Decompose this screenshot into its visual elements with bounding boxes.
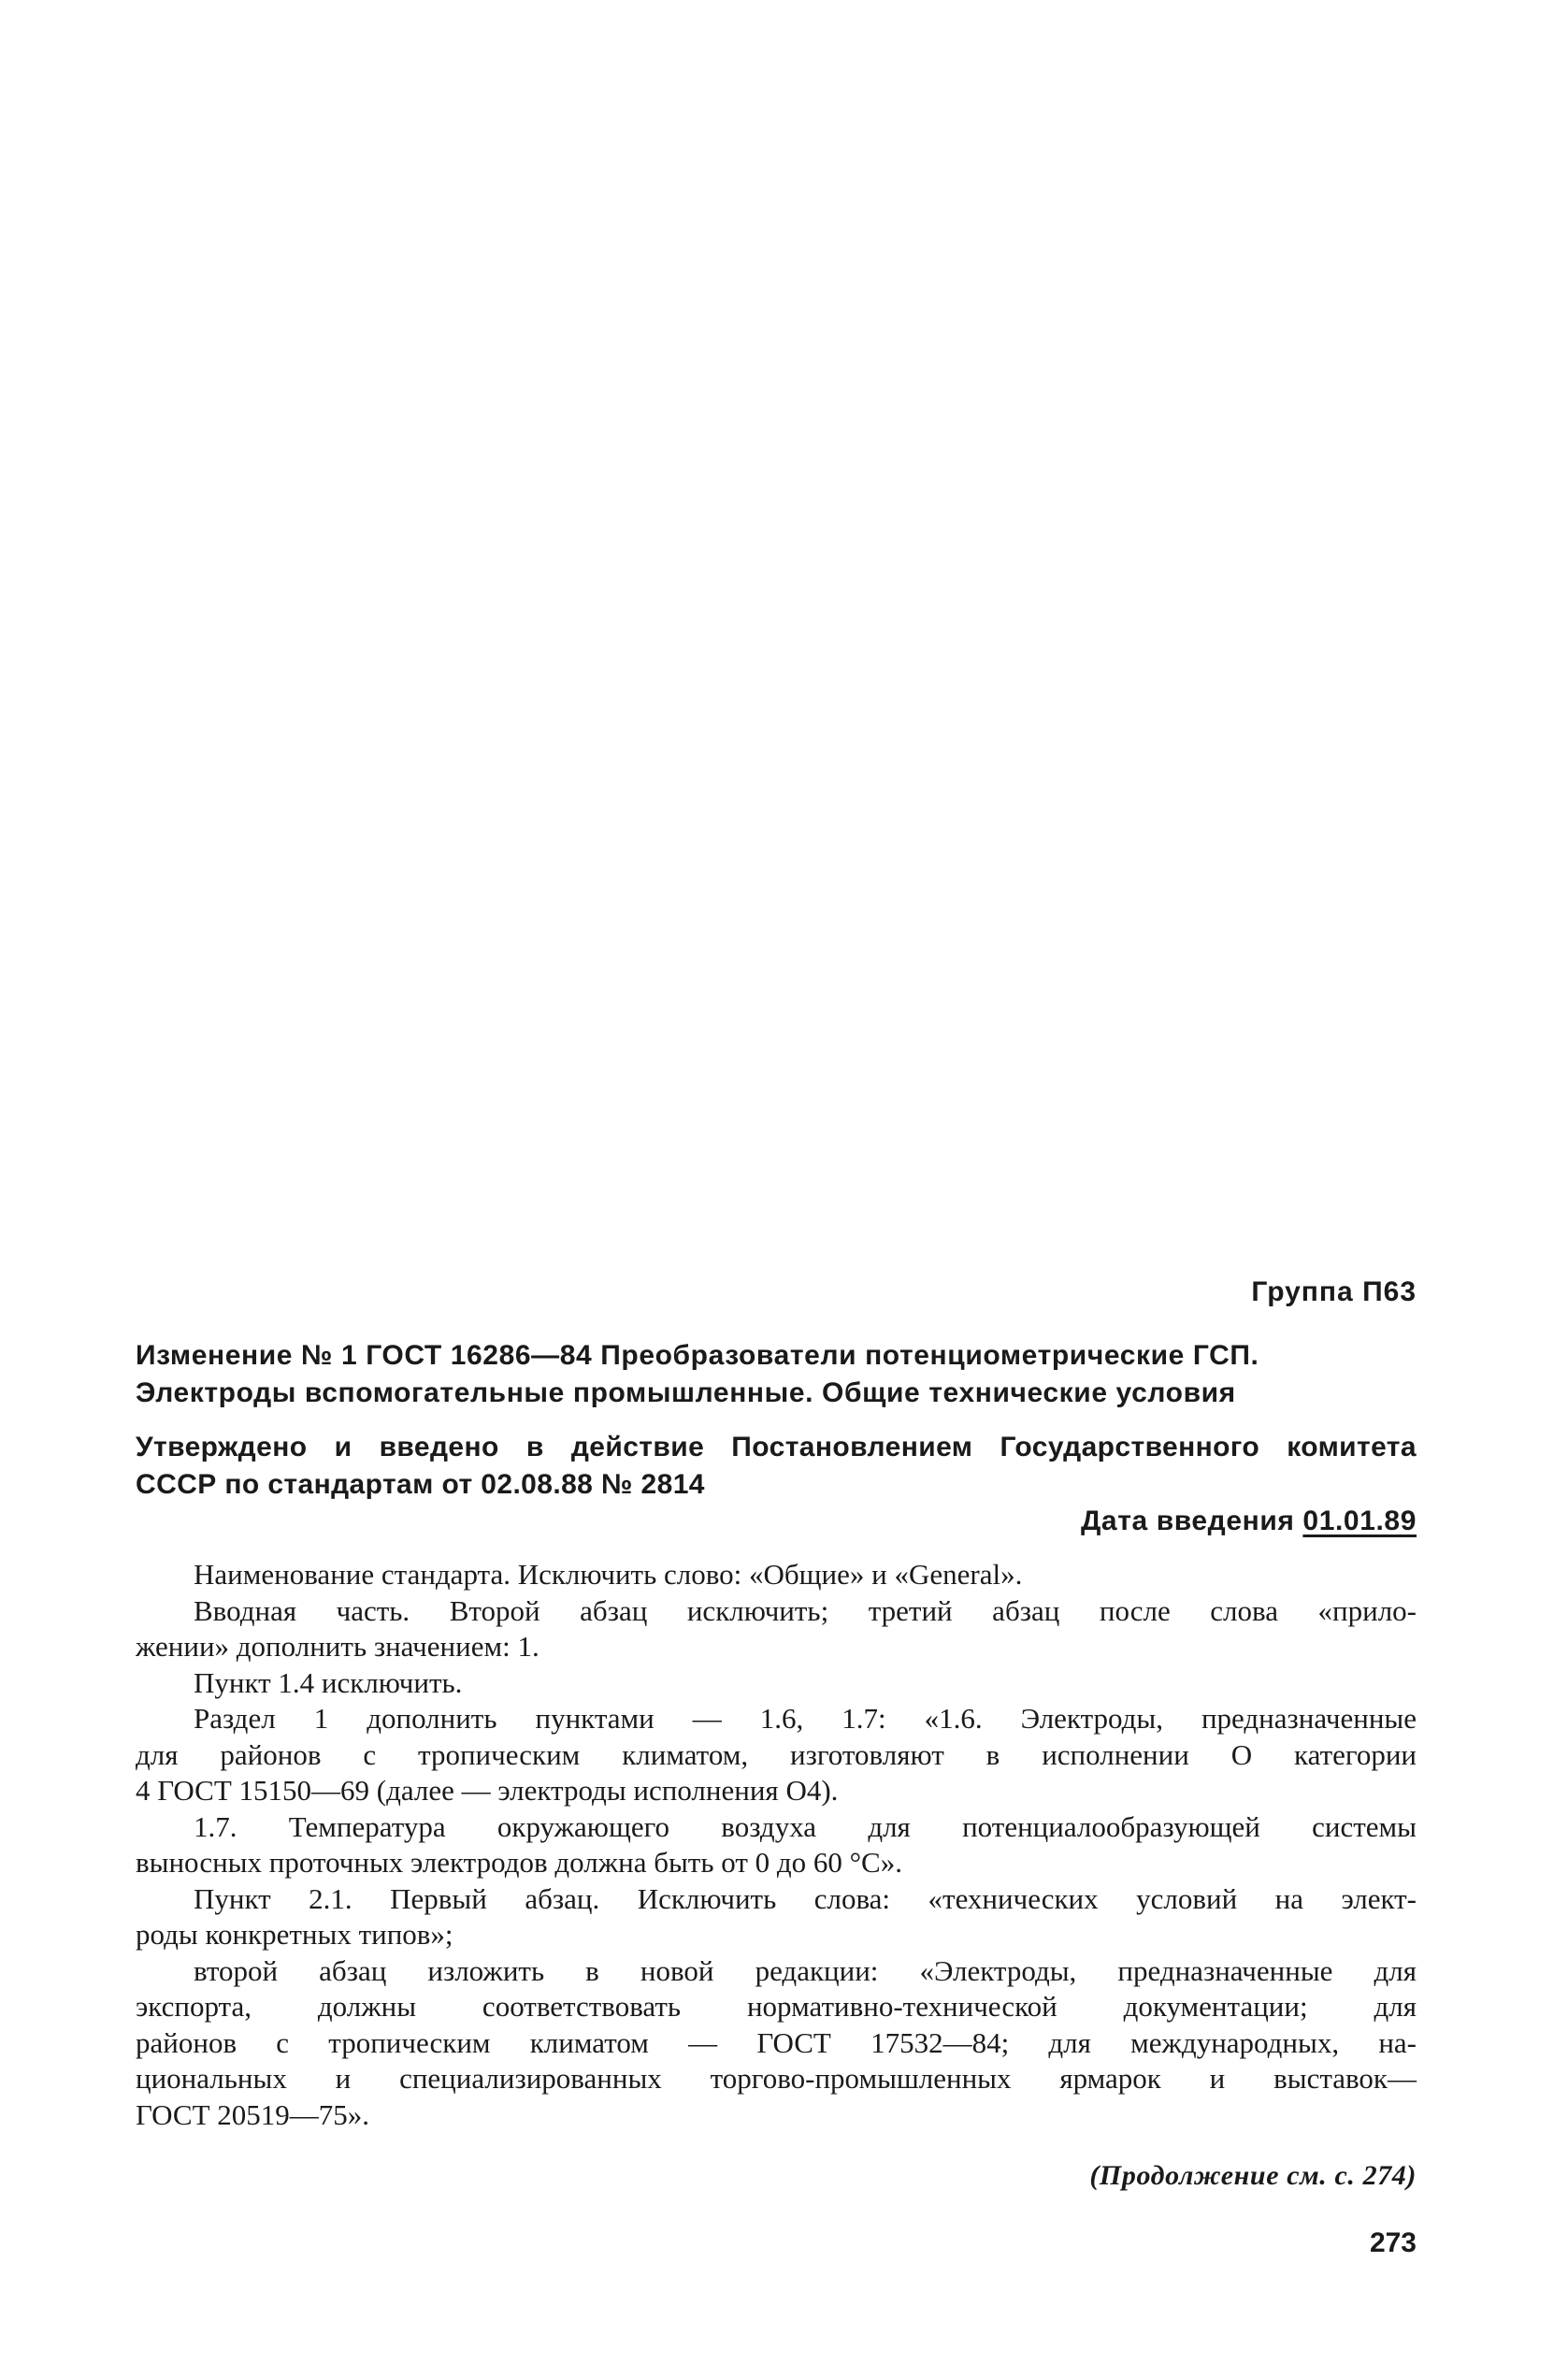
approval-line-2: СССР по стандартам от 02.08.88 № 2814: [136, 1469, 705, 1500]
heading-line-2: Электроды вспомогательные промышленные. Общие технические условия: [136, 1377, 1236, 1408]
approval-line-1: Утверждено и введено в действие Постановлением Государственного комитета: [136, 1432, 1417, 1462]
body-line: второй абзац изложить в новой редакции: «Электроды, предназначенные для: [194, 1953, 1417, 1987]
body-line: Вводная часть. Второй абзац исключить; третий абзац после слова «прило-: [194, 1593, 1417, 1627]
body-line: 4 ГОСТ 15150—69 (далее — электроды исполнения О4).: [136, 1774, 839, 1807]
continuation-note: (Продолжение см. с. 274): [1089, 2160, 1417, 2191]
effective-date: [1081, 1506, 1417, 1537]
page-number: 273: [1369, 2227, 1417, 2258]
amendment-body: [136, 1557, 1417, 2133]
body-line: циональных и специализированных торгово-промышленных ярмарок и выставок—: [136, 2062, 1417, 2095]
amendment-heading: [136, 1337, 1417, 1412]
body-line: Пункт 1.4 исключить.: [194, 1665, 463, 1699]
body-line: районов с тропическим климатом — ГОСТ 17532—84; для международных, на-: [136, 2025, 1417, 2059]
effective-date-value: 01.01.89: [1302, 1506, 1417, 1536]
body-line: Наименование стандарта. Исключить слово: «Общие» и «General».: [194, 1558, 1023, 1591]
group-code: Группа П63: [1251, 1276, 1417, 1307]
body-line: для районов с тропическим климатом, изготовляют в исполнении О категории: [136, 1737, 1417, 1771]
approval-statement: [136, 1429, 1417, 1504]
body-line: выносных проточных электродов должна быть от 0 до 60 °С».: [136, 1846, 902, 1879]
effective-date-label: Дата введения: [1080, 1506, 1295, 1536]
body-line: Пункт 2.1. Первый абзац. Исключить слова: «технических условий на элект-: [194, 1881, 1417, 1915]
heading-line-1: Изменение № 1 ГОСТ 16286—84 Преобразователи потенциометрические ГСП.: [136, 1340, 1259, 1371]
body-line: жении» дополнить значением: 1.: [136, 1630, 539, 1663]
body-line: роды конкретных типов»;: [136, 1918, 453, 1951]
body-line: 1.7. Температура окружающего воздуха для потенциалообразующей системы: [194, 1809, 1417, 1843]
body-line: экспорта, должны соответствовать нормативно-технической документации; для: [136, 1990, 1417, 2023]
body-line: ГОСТ 20519—75».: [136, 2097, 370, 2131]
body-line: Раздел 1 дополнить пунктами — 1.6, 1.7: «1.6. Электроды, предназначенные: [194, 1702, 1417, 1735]
